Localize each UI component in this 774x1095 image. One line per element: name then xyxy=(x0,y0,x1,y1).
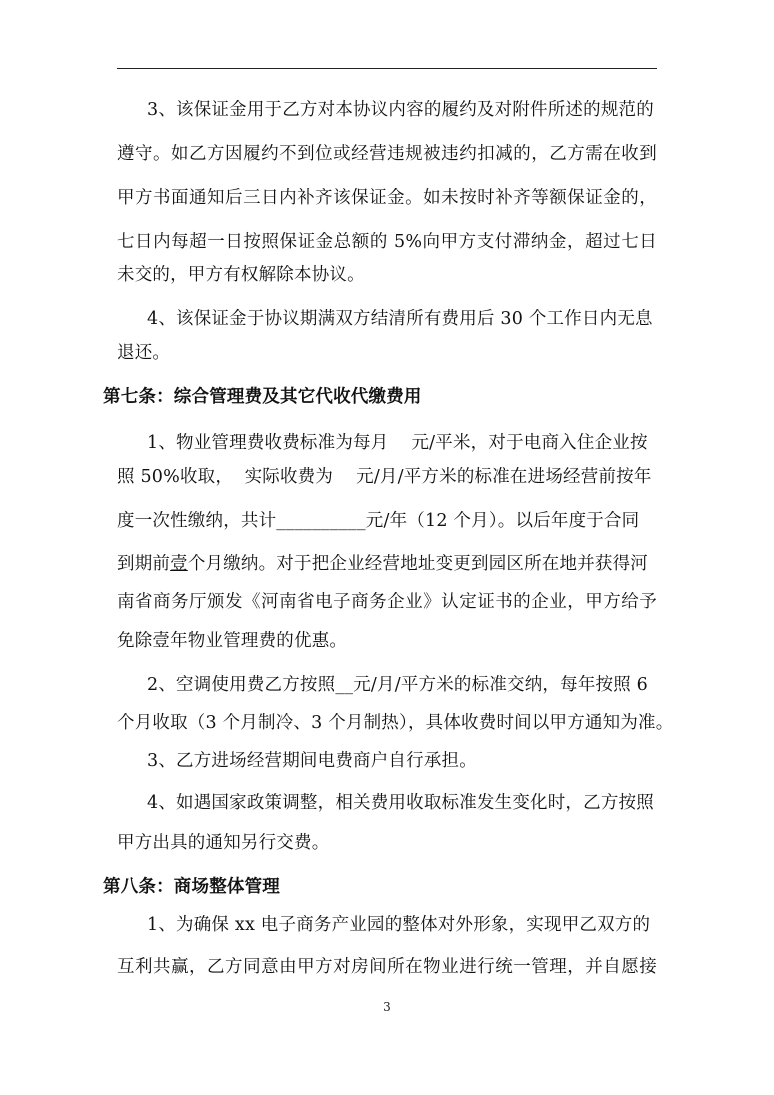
paragraph-line: 七日内每超一日按照保证金总额的 5%向甲方支付滞纳金，超过七日 xyxy=(117,232,657,252)
paragraph-line: 甲方书面通知后三日内补齐该保证金。如未按时补齐等额保证金的， xyxy=(117,188,657,208)
header-rule xyxy=(117,68,657,69)
paragraph-line: 4、该保证金于协议期满双方结清所有费用后 30 个工作日内无息 xyxy=(147,309,653,329)
paragraph-line: 退还。 xyxy=(117,343,171,363)
paragraph-line: 3、该保证金用于乙方对本协议内容的履约及对附件所述的规范的 xyxy=(147,100,654,120)
paragraph-line: 南省商务厅颁发《河南省电子商务企业》认定证书的企业，甲方给予 xyxy=(117,592,657,612)
paragraph-line: 遵守。如乙方因履约不到位或经营违规被违约扣减的，乙方需在收到 xyxy=(117,144,657,164)
paragraph-line: 未交的，甲方有权解除本协议。 xyxy=(117,265,365,285)
page-number: 3 xyxy=(383,1000,391,1014)
paragraph-line: 免除壹年物业管理费的优惠。 xyxy=(117,631,348,651)
paragraph-line: 4、如遇国家政策调整，相关费用收取标准发生变化时，乙方按照 xyxy=(147,793,654,813)
paragraph-line: 1、物业管理费收费标准为每月 元/平米，对于电商入住企业按 xyxy=(147,433,648,453)
paragraph-line: 度一次性缴纳，共计__________元/年（12 个月）。以后年度于合同 xyxy=(117,511,640,531)
line-text: 个月缴纳。对于把企业经营地址变更到园区所在地并获得河 xyxy=(187,554,649,574)
paragraph-line: 互利共赢，乙方同意由甲方对房间所在物业进行统一管理，并自愿接 xyxy=(117,957,657,977)
paragraph-line: 个月收取（3 个月制冷、3 个月制热），具体收费时间以甲方通知为准。 xyxy=(117,713,674,733)
section-heading: 第八条：商场整体管理 xyxy=(103,877,280,897)
underlined-text: 壹 xyxy=(170,554,188,574)
paragraph-line: 3、乙方进场经营期间电费商户自行承担。 xyxy=(147,751,477,771)
line-text: 到期前 xyxy=(117,554,171,574)
paragraph-line: 2、空调使用费乙方按照__元/月/平方米的标准交纳，每年按照 6 xyxy=(147,675,649,695)
paragraph-line: 甲方出具的通知另行交费。 xyxy=(117,833,330,853)
paragraph-line: 1、为确保 xx 电子商务产业园的整体对外形象，实现甲乙双方的 xyxy=(147,915,651,935)
section-heading: 第七条：综合管理费及其它代收代缴费用 xyxy=(103,387,422,407)
paragraph-line: 照 50%收取， 实际收费为 元/月/平方米的标准在进场经营前按年 xyxy=(117,467,652,487)
paragraph-line xyxy=(117,553,648,575)
